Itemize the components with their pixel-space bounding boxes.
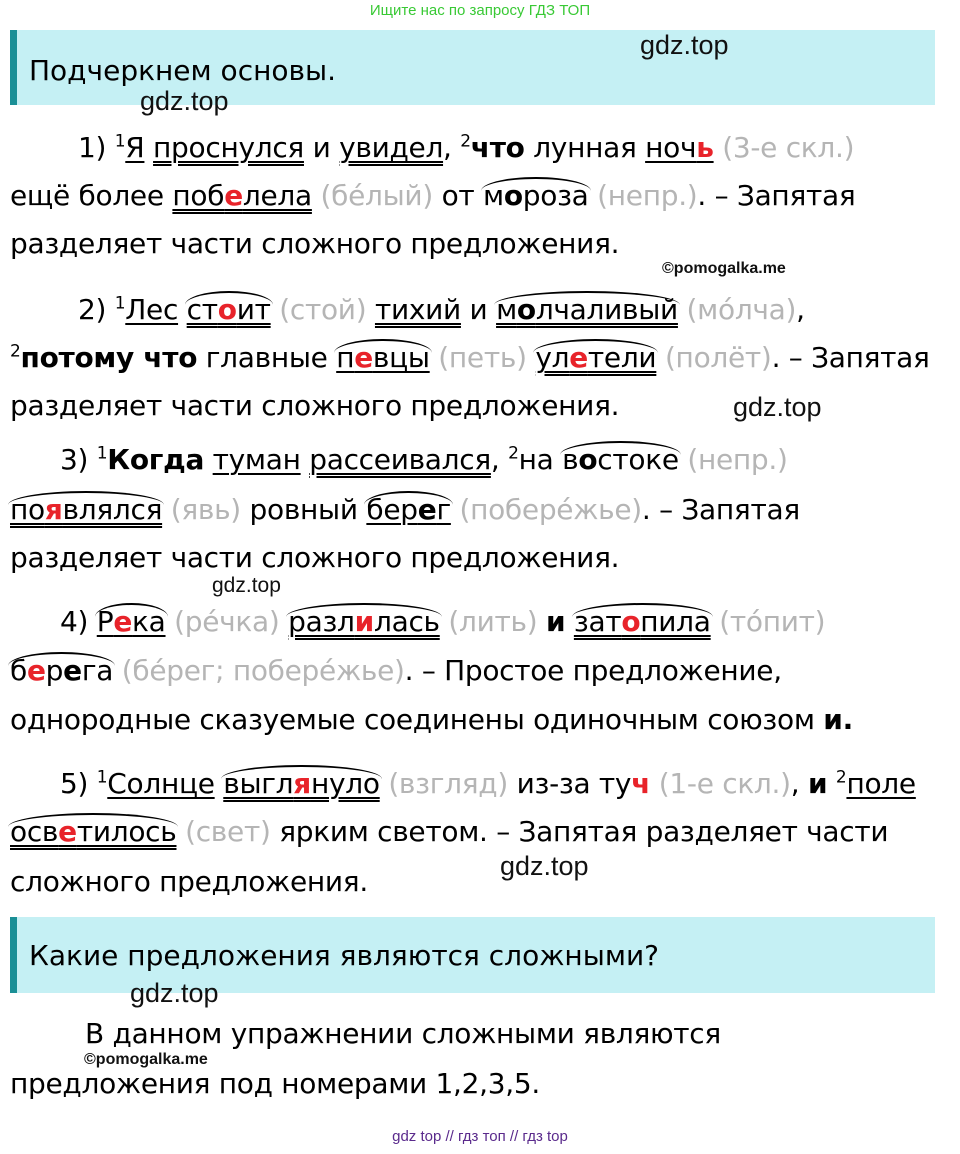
answer-line-1: В данном упражнении сложными являются [85,1017,721,1050]
sentence-2-line-3: разделяет части сложного предложения. [10,389,620,422]
sentence-1-line-2: ещё более побелела (бе́лый) от мороза (непр.). – Запятая [10,176,950,216]
sentence-4-line-3: однородные сказуемые соединены одиночным союзом и. [10,703,853,736]
sentence-2-line-2: $^2$потому что главные певцы (петь) улетели (полёт). – Запятая [10,338,950,378]
watermark: gdz.top [733,392,822,422]
copyright-mark: ©pomogalka.me [84,1051,208,1068]
sentence-3-line-1: 3) $^1$Когда туман рассеивался, $^2$на востоке (непр.) [60,440,950,480]
sentence-1-line-3: разделяет части сложного предложения. [10,227,620,260]
sentence-1-line-1: 1) $^1$Я проснулся и увидел, $^2$что лунная ночь (3-е скл.) [78,131,855,164]
watermark: gdz.top [212,574,281,597]
watermark: gdz.top [140,86,229,116]
sentence-5-line-2: осветилось (свет) ярким светом. – Запятая разделяет части [10,812,950,852]
answer-line-2: предложения под номерами 1,2,3,5. [10,1067,540,1100]
watermark: gdz.top [500,851,589,881]
copyright-mark: ©pomogalka.me [662,260,786,277]
section-title: Подчеркнем основы. [29,54,337,87]
sentence-3-line-3: разделяет части сложного предложения. [10,541,620,574]
sentence-3-line-2: появлялся (явь) ровный берег (побере́жье). – Запятая [10,490,950,530]
sentence-5-line-1: 5) $^1$Солнце выглянуло (взгляд) из-за туч (1-е скл.), и $^2$поле [60,764,950,804]
search-hint-link[interactable]: Ищите нас по запросу ГДЗ ТОП [369,2,591,19]
section-title: Какие предложения являются сложными? [29,939,660,972]
watermark: gdz.top [130,978,219,1008]
sentence-5-line-3: сложного предложения. [10,865,368,898]
sentence-4-line-1: 4) Река (ре́чка) разлилась (лить) и затопила (то́пит) [60,602,950,642]
sentence-4-line-2: берега (бе́рег; побере́жье). – Простое предложение, [10,651,950,691]
footer-links[interactable]: gdz top // гдз топ // гдз top [392,1128,568,1145]
watermark: gdz.top [640,30,729,60]
sentence-2-line-1: 2) $^1$Лес стоит (стой) тихий и молчаливый (мо́лча), [78,290,950,330]
